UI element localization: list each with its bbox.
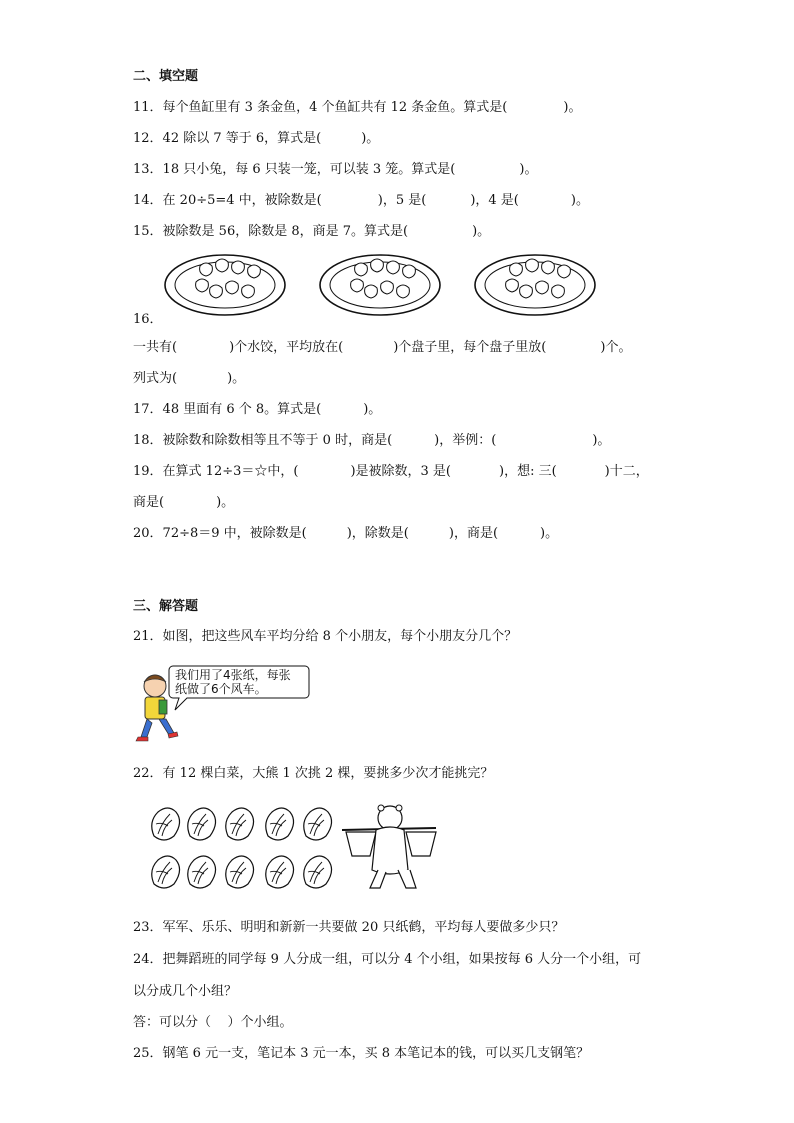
question-12: [133, 130, 379, 148]
q16-part-c: )个盘子里，每个盘子里放(: [393, 340, 547, 355]
question-20: [133, 525, 558, 543]
q15-text: 15．被除数是 56，除数是 8，商是 7。算式是(: [133, 224, 409, 239]
q20-part-d: )。: [540, 526, 559, 541]
dumpling-plates-svg: [160, 252, 610, 318]
bubble-line-2: 纸做了6个风车。: [175, 682, 267, 696]
question-19-line1: [133, 463, 649, 481]
q16-part-d: )个。: [600, 340, 632, 355]
q17-text: 17．48 里面有 6 个 8。算式是(: [133, 402, 322, 417]
q16-number: 16．: [133, 312, 163, 327]
question-16-line2: [133, 370, 245, 388]
q16-part-e: 列式为(: [133, 371, 178, 386]
question-15: [133, 223, 490, 241]
q20-part-c: )，商是(: [448, 526, 499, 541]
question-24-answer: 答：可以分（ ）个小组。: [133, 1015, 293, 1030]
q16-part-f: )。: [227, 371, 246, 386]
q12-text: 12．42 除以 7 等于 6，算式是(: [133, 131, 322, 146]
q19-part-b: )是被除数，3 是(: [350, 464, 452, 479]
question-11: [133, 99, 581, 117]
q19-part-c: )，想: 三(: [499, 464, 557, 479]
q13-end: )。: [519, 162, 538, 177]
boy-speech-figure: [133, 662, 313, 752]
q11-text: 11．每个鱼缸里有 3 条金鱼，4 个鱼缸共有 12 条金鱼。算式是(: [133, 100, 508, 115]
q14-part-a: 14．在 20÷5=4 中，被除数是(: [133, 193, 322, 208]
question-13: [133, 161, 537, 179]
question-24-line2: 以分成几个小组？: [133, 984, 238, 999]
question-25: 25．钢笔 6 元一支，笔记本 3 元一本，买 8 本笔记本的钱，可以买几支钢笔？: [133, 1046, 590, 1061]
q18-part-b: )，举例：(: [434, 433, 497, 448]
question-21: 21．如图，把这些风车平均分给 8 个小朋友，每个小朋友分几个？: [133, 629, 518, 644]
question-18: [133, 432, 610, 450]
plate-1: [165, 255, 285, 315]
q18-part-a: 18．被除数和除数相等且不等于 0 时，商是(: [133, 433, 393, 448]
q14-part-c: )，4 是(: [470, 193, 519, 208]
q12-end: )。: [361, 131, 380, 146]
question-23: 23．军军、乐乐、明明和新新一共要做 20 只纸鹤，平均每人要做多少只？: [133, 920, 565, 935]
section-fill-title: 二、填空题: [133, 69, 199, 84]
q20-part-a: 20．72÷8＝9 中，被除数是(: [133, 526, 307, 541]
question-22: 22．有 12 棵白菜，大熊 1 次挑 2 棵，要挑多少次才能挑完？: [133, 766, 494, 781]
q19-part-e: 商是(: [133, 495, 165, 510]
cabbage-bear-svg: [144, 800, 444, 900]
question-24-line1: 24．把舞蹈班的同学每 9 人分成一组，可以分 4 个小组，如果按每 6 人分一个小组，可: [133, 952, 642, 967]
section-answer-title: 三、解答题: [133, 599, 199, 614]
q14-part-d: )。: [570, 193, 589, 208]
boy-figure: [133, 662, 313, 748]
dumpling-plates-figure: [160, 252, 610, 322]
q11-end: )。: [563, 100, 582, 115]
q18-part-c: )。: [592, 433, 611, 448]
question-17: [133, 401, 381, 419]
question-19-line2: [133, 494, 234, 512]
q16-part-b: )个水饺，平均放在(: [229, 340, 344, 355]
q19-part-d: )十二，: [604, 464, 649, 479]
q16-part-a: 一共有(: [133, 340, 178, 355]
plate-3: [475, 255, 595, 315]
q19-part-f: )。: [216, 495, 235, 510]
q14-part-b: )，5 是(: [377, 193, 427, 208]
bubble-line-1: 我们用了4张纸，每张: [175, 668, 291, 682]
q13-text: 13．18 只小兔，每 6 只装一笼，可以装 3 笼。算式是(: [133, 162, 456, 177]
plate-2: [320, 255, 440, 315]
q19-part-a: 19．在算式 12÷3＝☆中，(: [133, 464, 299, 479]
question-14: [133, 192, 589, 210]
q17-end: )。: [363, 402, 382, 417]
q15-end: )。: [472, 224, 491, 239]
question-16-line1: [133, 339, 631, 357]
q20-part-b: )，除数是(: [346, 526, 409, 541]
cabbage-bear-figure: [144, 800, 444, 904]
